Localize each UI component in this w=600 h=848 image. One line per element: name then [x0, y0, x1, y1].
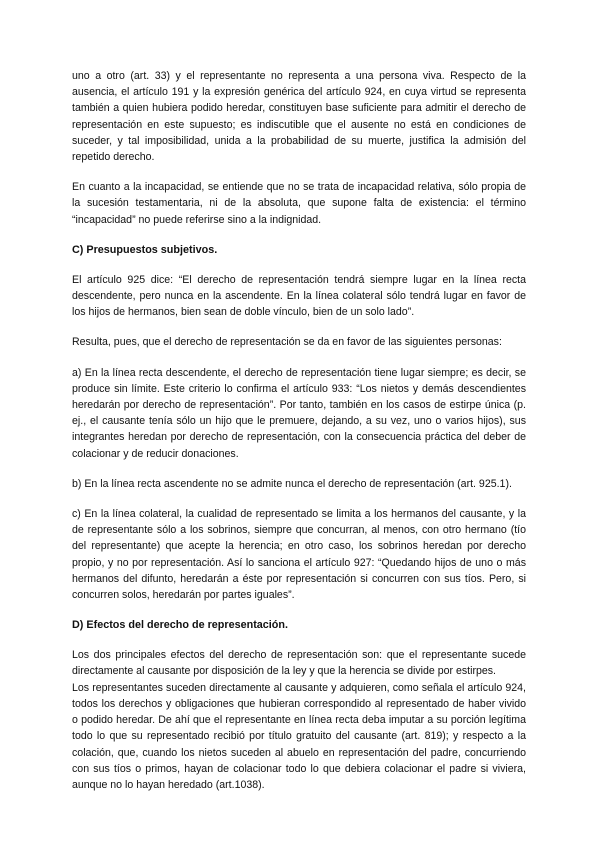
- paragraph-articulo-925: El artículo 925 dice: “El derecho de representación tendrá siempre lugar en la línea recta descendente, pero nunca en la ascendente. En la línea colateral sólo tendrá lugar en favor de los hijos de hermanos, bien sean de doble vínculo, bien de un solo lado”.: [72, 273, 526, 319]
- paragraph-incapacidad: En cuanto a la incapacidad, se entiende que no se trata de incapacidad relativa, sólo propia de la sucesión testamentaria, ni de la absoluta, que supone falta de existencia: el término “incapacidad” no puede referirse sino a la indignidad.: [72, 181, 526, 226]
- paragraph-resulta: Resulta, pues, que el derecho de representación se da en favor de las siguientes personas:: [72, 336, 502, 349]
- paragraph-representantes-suceden: Los representantes suceden directamente al causante y adquieren, como señala el artículo 924, todos los derechos y obligaciones que hubieran correspondido al representado de haber vivido o podido heredar. De ahí que el representante en línea recta deba imputar a su porción legítima todo lo que su representado recibió por título gratuito del causante (art. 819); y respecto a la colación, que, cuando los nietos suceden al abuelo en representación del padre, concurriendo con sus tíos o primos, hayan de colacionar todo lo que debiera colacionar el padre si viviera, aunque no lo hayan heredado (art.1038).: [72, 681, 526, 791]
- paragraph-linea-colateral: c) En la línea colateral, la cualidad de representado se limita a los hermanos del causante, y la de representante sólo a los sobrinos, siempre que concurran, al menos, con otro hermano (tío del representante) que acepte la herencia; en otro caso, los sobrinos heredan por derecho propio, y no por representación. Así lo sanciona el artículo 927: “Quedando hijos de uno o más hermanos del difunto, heredarán a éste por representación si concurren con sus tíos. Pero, si concurren solos, heredarán por partes iguales”.: [72, 508, 526, 602]
- paragraph-linea-descendente: a) En la línea recta descendente, el derecho de representación tiene lugar siempre; es decir, se produce sin límite. Este criterio lo confirma el artículo 933: “Los nietos y demás descendientes heredarán por derecho de representación”. Por tanto, también en los casos de estirpe única (p. ej., el causante tenía sólo un hijo que le premuere, dejando, a su vez, uno o varios hijos), sus integrantes heredan por derecho de representación, con la consecuencia práctica del deber de colacionar y de reducir donaciones.: [72, 366, 526, 460]
- paragraph-linea-ascendente: b) En la línea recta ascendente no se admite nunca el derecho de representación (art. 925.1).: [72, 477, 512, 490]
- heading-presupuestos-subjetivos: C) Presupuestos subjetivos.: [72, 243, 218, 256]
- document-page: [72, 68, 526, 807]
- paragraph-ausencia: uno a otro (art. 33) y el representante no representa a una persona viva. Respecto de la ausencia, el artículo 191 y la expresión genérica del artículo 924, en cuya virtud se representa también a quien hubiera podido heredar, constituyen base suficiente para admitir el derecho de representación en este supuesto; es indiscutible que el ausente no está en condiciones de suceder, y tal imposibilidad, unida a la probabilidad de su muerte, justifica la admisión del repetido derecho.: [72, 70, 526, 164]
- paragraph-efectos-principales: Los dos principales efectos del derecho de representación son: que el representante sucede directamente al causante por disposición de la ley y que la herencia se divide por estirpes.: [72, 649, 526, 678]
- heading-efectos-representacion: D) Efectos del derecho de representación.: [72, 619, 289, 632]
